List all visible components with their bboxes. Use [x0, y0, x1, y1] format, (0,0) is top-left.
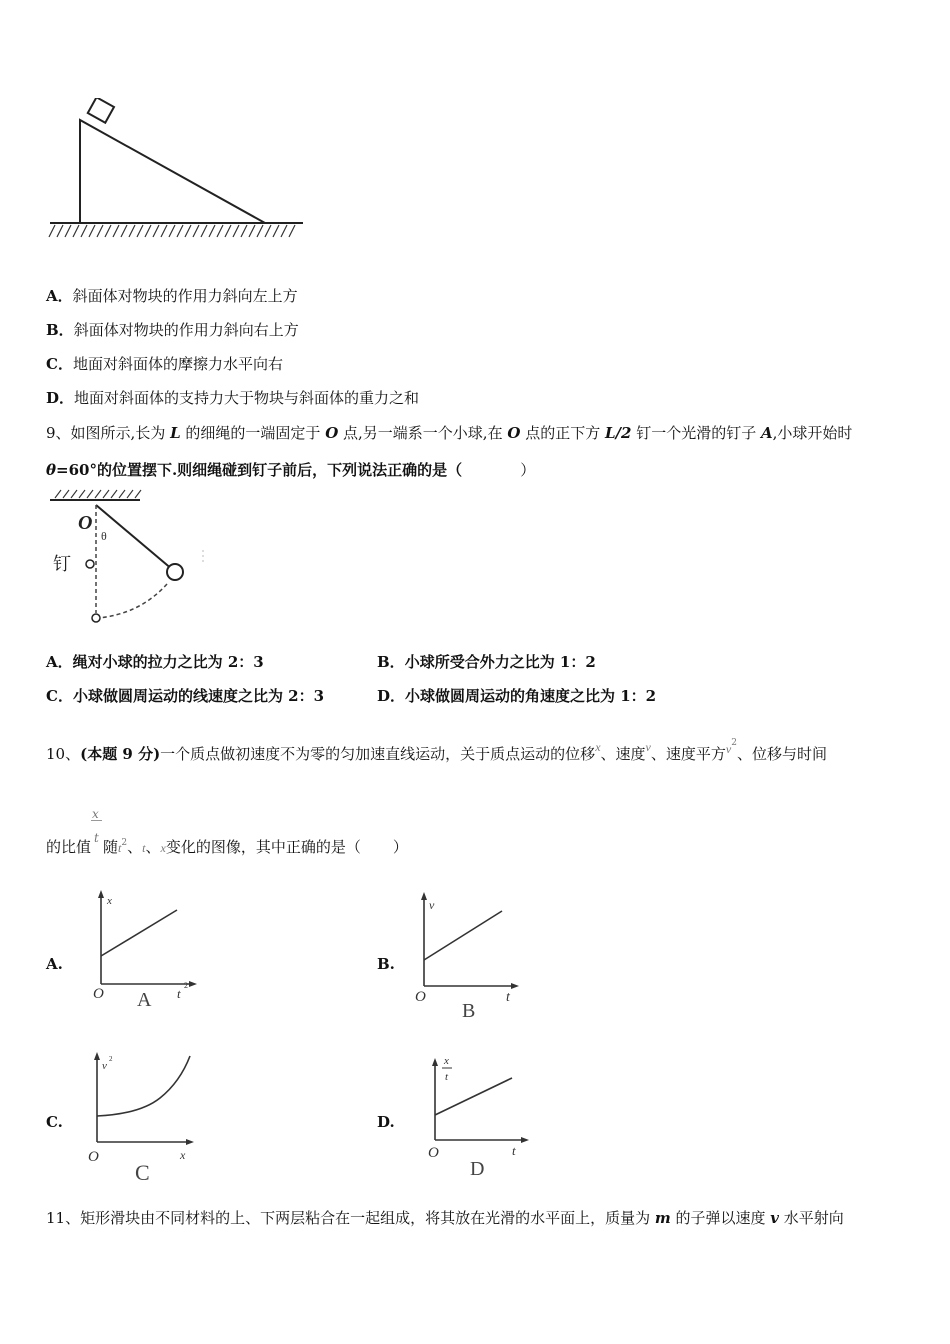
q9-option-b[interactable]: B．小球所受合外力之比为 1：2 — [377, 653, 596, 671]
graph-c-curve — [97, 1056, 190, 1116]
q8-option-d[interactable]: D．地面对斜面体的支持力大于物块与斜面体的重力之和 — [46, 389, 420, 407]
svg-text:t: t — [177, 986, 181, 1001]
q10-stem-line1: 10、(本题 9 分)一个质点做初速度不为零的匀加速直线运动，关于质点运动的位移$^x$、速度$^v$、速度平方$^{v2}$、位移与时间 — [46, 738, 827, 763]
q9-option-c[interactable]: C．小球做圆周运动的线速度之比为 2：3 — [46, 687, 325, 705]
graph-d-line — [435, 1078, 512, 1115]
ball-bottom-icon — [92, 614, 100, 622]
svg-text:D: D — [470, 1158, 485, 1180]
svg-text:2: 2 — [109, 1055, 113, 1063]
svg-text:O: O — [415, 989, 426, 1005]
svg-text:B: B — [462, 1000, 476, 1022]
graph-c[interactable] — [80, 1046, 205, 1191]
x-over-t-fraction: $\frac{x}{t}$ — [91, 832, 103, 852]
incline-figure — [45, 98, 315, 246]
block — [88, 98, 114, 123]
svg-text:t: t — [506, 990, 510, 1005]
ball-icon — [167, 564, 183, 580]
svg-text:t: t — [512, 1143, 516, 1158]
q8-option-c[interactable]: C．地面对斜面体的摩擦力水平向右 — [46, 355, 283, 373]
nail-icon — [86, 560, 94, 568]
svg-text:x: x — [107, 895, 112, 907]
q10-option-c-label[interactable]: C. — [46, 1113, 63, 1131]
graph-b-line — [424, 911, 502, 960]
svg-text:O: O — [88, 1149, 99, 1165]
graph-a[interactable] — [85, 884, 205, 1014]
svg-text:v: v — [429, 898, 435, 912]
graph-d[interactable] — [420, 1050, 540, 1185]
pivot-o-label: O — [78, 512, 93, 534]
svg-text:C: C — [135, 1160, 150, 1185]
string — [96, 505, 173, 570]
q8-option-a[interactable]: A．斜面体对物块的作用力斜向左上方 — [46, 287, 298, 305]
svg-text:O: O — [93, 986, 104, 1002]
arc-path — [98, 584, 167, 618]
ground-hatching — [49, 225, 295, 237]
q9-option-d[interactable]: D．小球做圆周运动的角速度之比为 1：2 — [377, 687, 657, 705]
svg-text:x: x — [180, 1148, 186, 1162]
q10-option-a-label[interactable]: A. — [46, 955, 63, 973]
q8-option-b[interactable]: B．斜面体对物块的作用力斜向右上方 — [46, 321, 299, 339]
svg-text:O: O — [428, 1145, 439, 1161]
q9-stem-line1: 9、如图所示,长为 L 的细绳的一端固定于 O 点,另一端系一个小球,在 O 点的正下方 L/2 钉一个光滑的钉子 A,小球开始时 — [46, 424, 853, 442]
q10-stem-line2: 的比值 $\frac{x}{t}$ 随$t^2$、t、x变化的图像，其中正确的是（ ） — [46, 807, 408, 856]
svg-text:2: 2 — [184, 981, 188, 990]
theta-label: θ — [101, 529, 107, 543]
pendulum-figure — [45, 488, 215, 630]
q10-option-d-label[interactable]: D. — [377, 1113, 395, 1131]
svg-text:v: v — [102, 1060, 107, 1072]
incline-wedge — [80, 120, 265, 223]
q9-stem-line2: θ=60°的位置摆下.则细绳碰到钉子前后，下列说法正确的是（ ） — [46, 461, 536, 479]
q10-option-b-label[interactable]: B. — [377, 955, 395, 973]
graph-a-line — [101, 910, 177, 956]
q11-stem: 11、矩形滑块由不同材料的上、下两层粘合在一起组成，将其放在光滑的水平面上，质量为 m 的子弹以速度 v 水平射向 — [46, 1209, 844, 1227]
svg-text:t: t — [445, 1071, 449, 1083]
ceiling-hatching — [55, 490, 141, 498]
svg-text:A: A — [137, 989, 152, 1011]
nail-label: 钉 — [53, 554, 71, 574]
q9-option-a[interactable]: A．绳对小球的拉力之比为 2：3 — [46, 653, 264, 671]
svg-text:x: x — [444, 1055, 449, 1067]
graph-b[interactable] — [407, 884, 527, 1024]
